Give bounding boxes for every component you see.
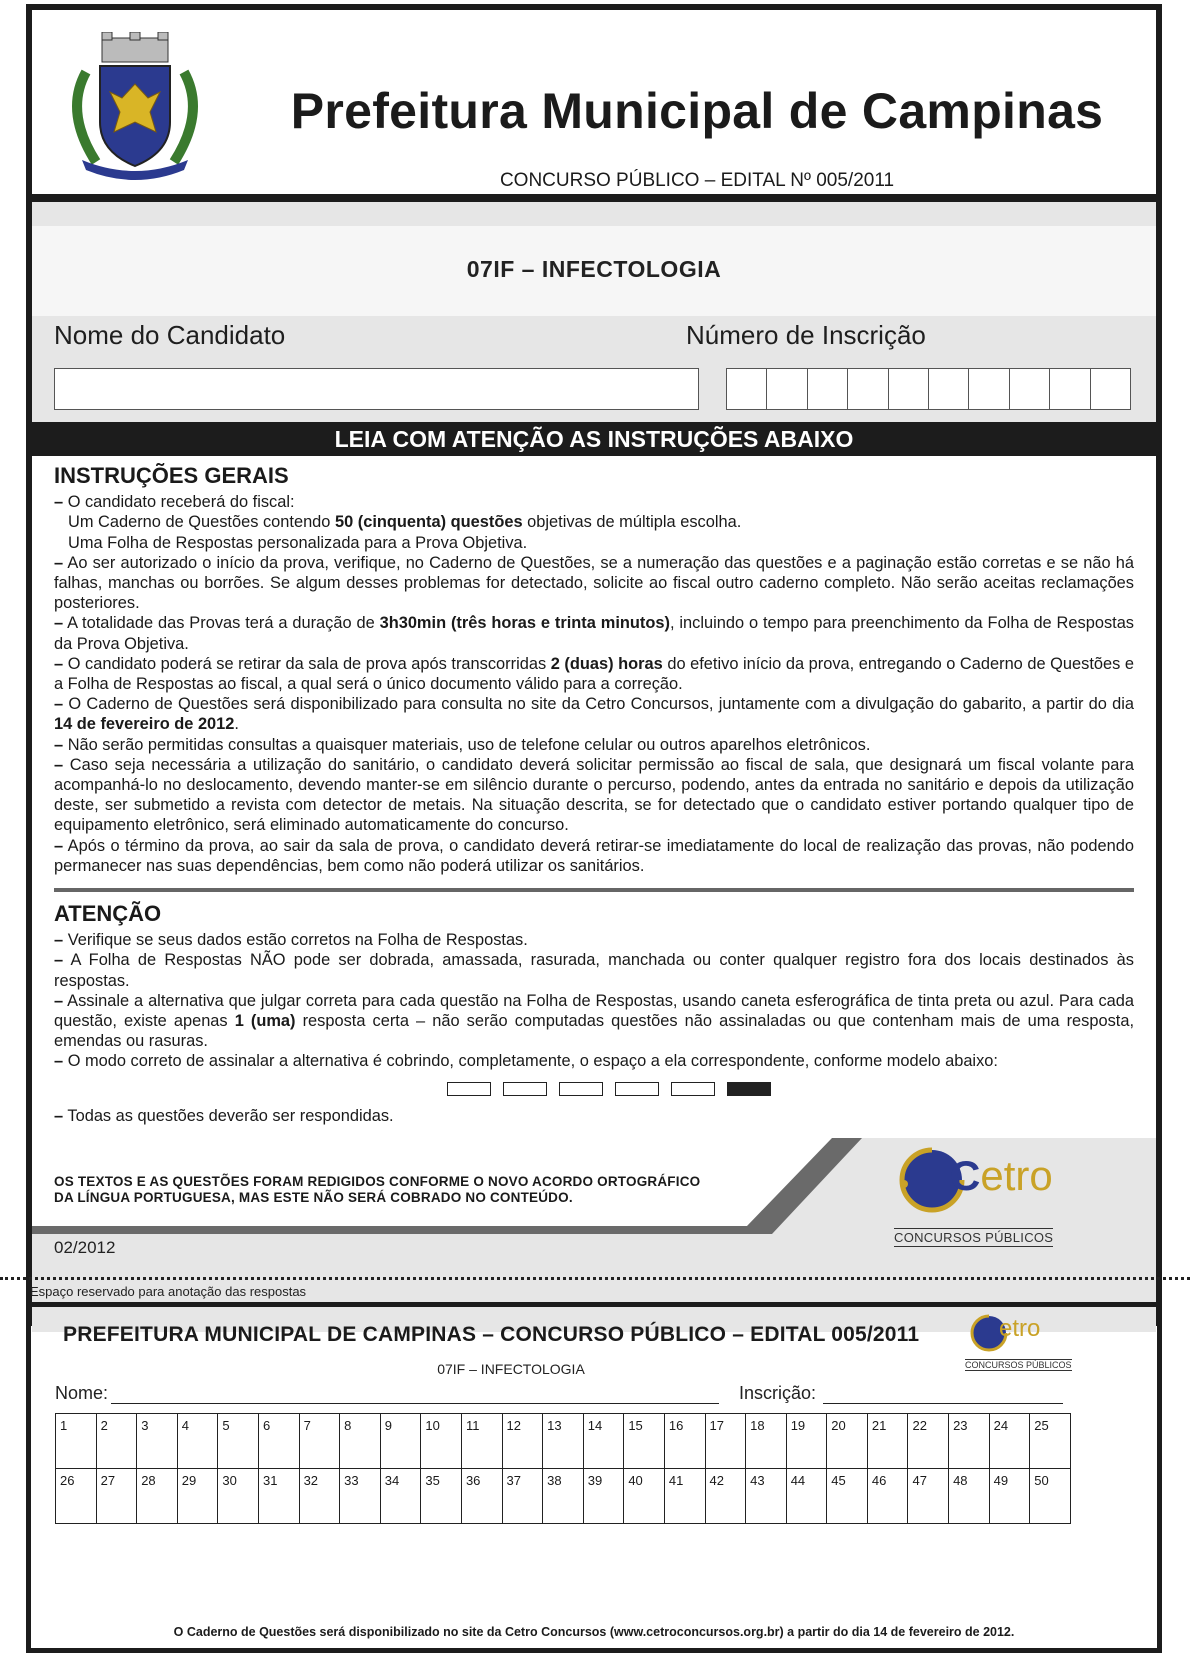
- attention-item: – Todas as questões deverão ser respondidas.: [54, 1106, 394, 1125]
- slip-course: 07IF – INFECTOLOGIA: [437, 1361, 585, 1377]
- edital-subtitle: CONCURSO PÚBLICO – EDITAL Nº 005/2011: [499, 170, 895, 191]
- registration-digit-box[interactable]: [727, 369, 767, 409]
- answer-cell[interactable]: 3: [137, 1414, 178, 1469]
- attention-item: – A Folha de Respostas NÃO pode ser dobrada, amassada, rasurada, manchada ou conter qualquer registro fora dos locais destinados às respostas.: [54, 951, 1134, 990]
- answer-cell[interactable]: 13: [543, 1414, 584, 1469]
- answer-grid: [55, 1413, 1071, 1524]
- answer-cell[interactable]: 44: [786, 1469, 827, 1524]
- course-box: [32, 226, 1156, 316]
- slip-name-label: Nome:: [55, 1383, 109, 1403]
- attention-heading: ATENÇÃO: [54, 901, 162, 927]
- instruction-item: – Ao ser autorizado o início da prova, verifique, no Caderno de Questões, se a numeração das questões e a paginação estão corretas e se não há falhas, manchas ou borrões. Se algum desses problemas for detectado, solicite ao fiscal outro caderno completo. Não serão aceitas reclamações posteriores.: [54, 553, 1134, 613]
- header: [32, 10, 1156, 194]
- answer-cell[interactable]: 28: [137, 1469, 178, 1524]
- registration-digit-box[interactable]: [848, 369, 888, 409]
- answer-cell[interactable]: 26: [56, 1469, 97, 1524]
- answer-cell[interactable]: 12: [502, 1414, 543, 1469]
- answer-bubble-empty: [447, 1082, 491, 1096]
- instruction-subitem: Um Caderno de Questões contendo 50 (cinquenta) questões objetivas de múltipla escolha.: [68, 513, 742, 532]
- registration-digit-box[interactable]: [889, 369, 929, 409]
- registration-number-label: Número de Inscrição: [686, 320, 926, 350]
- answer-cell[interactable]: 17: [705, 1414, 746, 1469]
- attention-item: – Verifique se seus dados estão corretos na Folha de Respostas.: [54, 931, 528, 950]
- answer-cell[interactable]: 48: [949, 1469, 990, 1524]
- candidate-name-label: Nome do Candidato: [54, 320, 286, 350]
- candidate-name-field[interactable]: [54, 368, 699, 410]
- answer-cell[interactable]: 31: [258, 1469, 299, 1524]
- cetro-logo: [890, 1144, 1090, 1254]
- test-booklet-cover: [26, 4, 1162, 1326]
- cut-line: [0, 1277, 1190, 1280]
- attention-item: – Assinale a alternativa que julgar correta para cada questão na Folha de Respostas, usando caneta esferográfica de tinta preta ou azul. Para cada questão, existe apenas 1 (uma) resposta certa – não serão computadas questões não assinaladas ou que contenham mais de uma resposta, emendas ou rasuras.: [54, 991, 1135, 1051]
- registration-digit-box[interactable]: [1091, 369, 1130, 409]
- answer-cell[interactable]: 2: [96, 1414, 137, 1469]
- header-divider: [32, 194, 1156, 202]
- answer-grid-row: [56, 1414, 1071, 1469]
- registration-digit-box[interactable]: [969, 369, 1009, 409]
- answer-cell[interactable]: 42: [705, 1469, 746, 1524]
- registration-digit-box[interactable]: [1050, 369, 1090, 409]
- answer-grid-row: [56, 1469, 1071, 1524]
- answer-cell[interactable]: 43: [746, 1469, 787, 1524]
- answer-cell[interactable]: 47: [908, 1469, 949, 1524]
- instructions-banner: LEIA COM ATENÇÃO AS INSTRUÇÕES ABAIXO: [32, 422, 1156, 456]
- instruction-item: – Após o término da prova, ao sair da sala de prova, o candidato deverá retirar-se imediatamente do local de realização das provas, não podendo permanecer nas suas dependências, bem como não poderá utilizar os sanitários.: [54, 836, 1134, 875]
- answer-cell[interactable]: 33: [340, 1469, 381, 1524]
- answer-cell[interactable]: 20: [827, 1414, 868, 1469]
- answer-cell[interactable]: 10: [421, 1414, 462, 1469]
- instruction-item: – O candidato receberá do fiscal:: [54, 493, 295, 512]
- instruction-item: – A totalidade das Provas terá a duração de 3h30min (três horas e trinta minutos), incluindo o tempo para preenchimento da Folha de Respostas da Prova Objetiva.: [54, 614, 1135, 653]
- answer-cell[interactable]: 39: [583, 1469, 624, 1524]
- registration-number-field[interactable]: [726, 368, 1131, 410]
- registration-digit-box[interactable]: [1010, 369, 1050, 409]
- cetro-wordmark: Cetro: [950, 1152, 1053, 1199]
- answer-cell[interactable]: 35: [421, 1469, 462, 1524]
- answer-cell[interactable]: 9: [380, 1414, 421, 1469]
- answer-cell[interactable]: 37: [502, 1469, 543, 1524]
- answer-cell[interactable]: 30: [218, 1469, 259, 1524]
- answer-cell[interactable]: 16: [664, 1414, 705, 1469]
- instructions-content: [54, 460, 1134, 1126]
- answer-cell[interactable]: 7: [299, 1414, 340, 1469]
- answer-cell[interactable]: 23: [949, 1414, 990, 1469]
- section-divider: [54, 888, 1134, 892]
- instruction-subitem: Uma Folha de Respostas personalizada para a Prova Objetiva.: [68, 533, 528, 552]
- slip-inscription-line[interactable]: [823, 1403, 1063, 1404]
- answer-notes-slip: [26, 1302, 1162, 1653]
- answer-cell[interactable]: 1: [56, 1414, 97, 1469]
- answer-bubble-filled: [727, 1082, 771, 1096]
- answer-cell[interactable]: 38: [543, 1469, 584, 1524]
- slip-footer-note: O Caderno de Questões será disponibilizado no site da Cetro Concursos (www.cetroconcursos.org.br) a partir do dia 14 de fevereiro de 2012.: [173, 1625, 1015, 1639]
- answer-cell[interactable]: 14: [583, 1414, 624, 1469]
- answer-cell[interactable]: 18: [746, 1414, 787, 1469]
- candidate-info-band: [32, 202, 1156, 422]
- slip-name-line[interactable]: [111, 1403, 719, 1404]
- slip-title: PREFEITURA MUNICIPAL DE CAMPINAS – CONCURSO PÚBLICO – EDITAL 005/2011: [63, 1323, 920, 1346]
- answer-cell[interactable]: 11: [461, 1414, 502, 1469]
- answer-cell[interactable]: 29: [177, 1469, 218, 1524]
- slip-cetro-logo: [965, 1313, 1075, 1377]
- answer-cell[interactable]: 5: [218, 1414, 259, 1469]
- cetro-subtitle: CONCURSOS PÚBLICOS: [894, 1230, 1054, 1245]
- instruction-item: – O candidato poderá se retirar da sala de prova após transcorridas 2 (duas) horas do efetivo início da prova, entregando o Caderno de Questões e a Folha de Respostas ao fiscal, a qual será o único documento válido para a correção.: [54, 654, 1134, 694]
- answer-cell[interactable]: 8: [340, 1414, 381, 1469]
- answer-cell[interactable]: 27: [96, 1469, 137, 1524]
- course-title: 07IF – INFECTOLOGIA: [466, 256, 722, 282]
- answer-cell[interactable]: 25: [1030, 1414, 1071, 1469]
- instruction-item: – O Caderno de Questões será disponibilizado para consulta no site da Cetro Concursos, juntamente com a divulgação do gabarito, a partir do dia 14 de fevereiro de 2012.: [54, 695, 1134, 734]
- answer-cell[interactable]: 40: [624, 1469, 665, 1524]
- answer-cell[interactable]: 36: [461, 1469, 502, 1524]
- answer-cell[interactable]: 22: [908, 1414, 949, 1469]
- answer-bubble-empty: [559, 1082, 603, 1096]
- instruction-item: – Caso seja necessária a utilização do sanitário, o candidato deverá solicitar permissão ao fiscal de sala, que designará um fiscal volante para acompanhá-lo no deslocamento, devendo manter-se em silêncio durante o percurso, podendo, antes da entrada no sanitário e depois da utilização deste, ser submetido a revista com detector de metais. Na situação descrita, se for detectado que o candidato estiver portando qualquer tipo de equipamento eletrônico, será eliminado automaticamente do concurso.: [54, 755, 1134, 835]
- instruction-item: – Não serão permitidas consultas a quaisquer materiais, uso de telefone celular ou outros aparelhos eletrônicos.: [54, 735, 871, 754]
- answer-cell[interactable]: 24: [989, 1414, 1030, 1469]
- registration-digit-box[interactable]: [808, 369, 848, 409]
- page-title: Prefeitura Municipal de Campinas: [290, 83, 1104, 139]
- answer-bubble-empty: [671, 1082, 715, 1096]
- attention-item: – O modo correto de assinalar a alternativa é cobrindo, completamente, o espaço a ela correspondente, conforme modelo abaixo:: [54, 1052, 998, 1071]
- answer-cell[interactable]: 4: [177, 1414, 218, 1469]
- reserved-space-label: Espaço reservado para anotação das respostas: [30, 1284, 307, 1299]
- marking-model: [54, 1082, 1134, 1096]
- answer-cell[interactable]: 6: [258, 1414, 299, 1469]
- answer-cell[interactable]: 15: [624, 1414, 665, 1469]
- answer-cell[interactable]: 45: [827, 1469, 868, 1524]
- answer-bubble-empty: [503, 1082, 547, 1096]
- registration-digit-box[interactable]: [767, 369, 807, 409]
- booklet-date-code: 02/2012: [54, 1238, 116, 1257]
- campinas-coat-of-arms: [56, 32, 214, 182]
- answer-cell[interactable]: 41: [664, 1469, 705, 1524]
- answer-cell[interactable]: 21: [867, 1414, 908, 1469]
- slip-cetro-wordmark: etro: [999, 1315, 1041, 1342]
- registration-digit-box[interactable]: [929, 369, 969, 409]
- slip-cetro-subtitle: CONCURSOS PÚBLICOS: [965, 1360, 1072, 1370]
- answer-cell[interactable]: 19: [786, 1414, 827, 1469]
- answer-bubble-empty: [615, 1082, 659, 1096]
- orthographic-agreement-note: OS TEXTOS E AS QUESTÕES FORAM REDIGIDOS CONFORME O NOVO ACORDO ORTOGRÁFICO DA LÍNGUA PORTUGUESA, MAS ESTE NÃO SERÁ COBRADO NO CONTEÚDO.: [54, 1174, 701, 1205]
- answer-cell[interactable]: 34: [380, 1469, 421, 1524]
- slip-inscription-label: Inscrição:: [739, 1383, 817, 1403]
- answer-cell[interactable]: 46: [867, 1469, 908, 1524]
- general-instructions-heading: INSTRUÇÕES GERAIS: [54, 463, 289, 488]
- answer-cell[interactable]: 49: [989, 1469, 1030, 1524]
- answer-cell[interactable]: 50: [1030, 1469, 1071, 1524]
- answer-cell[interactable]: 32: [299, 1469, 340, 1524]
